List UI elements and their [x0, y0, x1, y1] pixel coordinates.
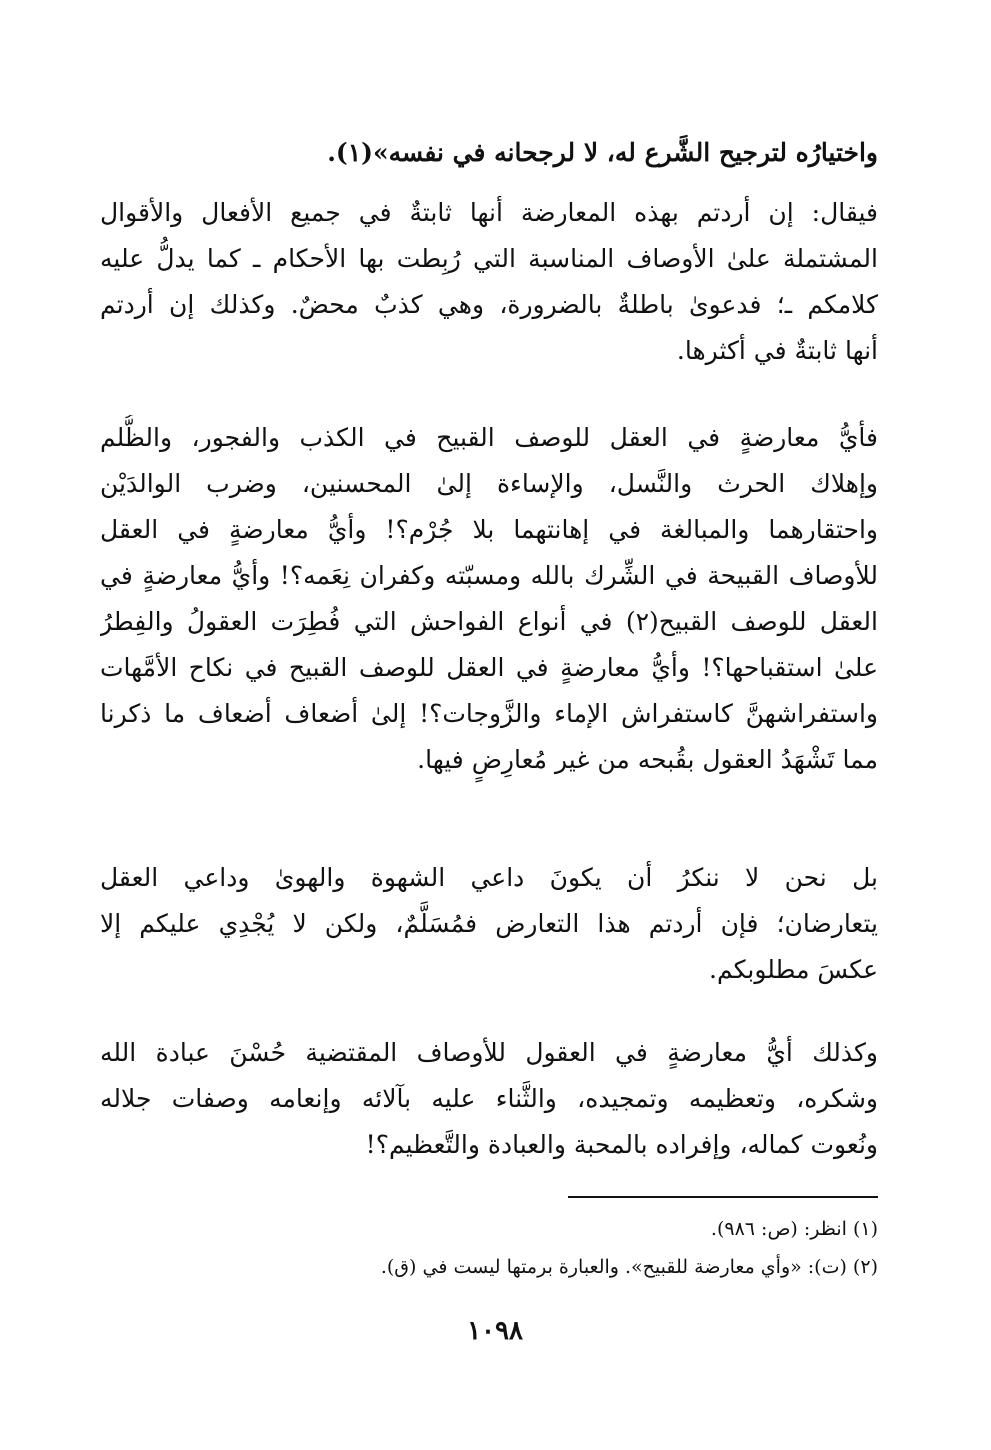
- text-line: علىٰ استقباحها؟! وأيُّ معارضةٍ في العقل للوصف القبيح في نكاح الأمَّهات: [100, 653, 878, 682]
- text-line: العقل للوصف القبيح(٢) في أنواع الفواحش التي فُطِرَت العقولُ والفِطرُ: [100, 607, 878, 636]
- paragraph-quote-end: [100, 130, 878, 176]
- text-line: للأوصاف القبيحة في الشِّرك بالله ومسبّته وكفران نِعَمه؟! وأيُّ معارضةٍ في: [100, 561, 878, 590]
- text-line: كلامكم ـ؛ فدعوىٰ باطلةٌ بالضرورة، وهي كذبٌ محضٌ. وكذلك إن أردتم: [100, 290, 878, 319]
- paragraph-2: [100, 415, 878, 783]
- text-line: وشكره، وتعظيمه وتمجيده، والثَّناء عليه بآلائه وإنعامه وصفات جلاله: [100, 1084, 878, 1113]
- text-line: المشتملة علىٰ الأوصاف المناسبة التي رُبِطت بها الأحكام ـ كما يدلُّ عليه: [100, 244, 878, 273]
- text-line: وكذلك أيُّ معارضةٍ في العقول للأوصاف المقتضية حُسْنَ عبادة الله: [100, 1038, 878, 1067]
- page-number: ١٠٩٨: [467, 1316, 523, 1346]
- text-line: يتعارضان؛ فإن أردتم هذا التعارض فمُسَلَّمٌ، ولكن لا يُجْدِي عليكم إلا: [100, 909, 878, 938]
- text-line: وإهلاك الحرث والنَّسل، والإساءة إلىٰ المحسنين، وضرب الوالدَيْن: [100, 469, 878, 498]
- footnote-separator: [568, 1196, 878, 1198]
- text-line: بل نحن لا ننكرُ أن يكونَ داعي الشهوة والهوىٰ وداعي العقل: [100, 863, 878, 892]
- text-line: عكسَ مطلوبكم.: [709, 955, 878, 984]
- footnotes: [280, 1210, 878, 1286]
- text-line: ونُعوت كماله، وإفراده بالمحبة والعبادة والتَّعظيم؟!: [365, 1130, 878, 1159]
- text-line: أنها ثابتةٌ في أكثرها.: [676, 336, 878, 365]
- footnote-1: (١) انظر: (ص: ٩٨٦).: [710, 1218, 878, 1240]
- paragraph-4: [100, 1030, 878, 1168]
- text-line: فأيُّ معارضةٍ في العقل للوصف القبيح في الكذب والفجور، والظُّلم: [100, 423, 878, 452]
- text-line: مما تَشْهَدُ العقول بقُبحه من غير مُعارِضٍ فيها.: [417, 745, 878, 774]
- paragraph-3: [100, 855, 878, 993]
- paragraph-1: [100, 190, 878, 374]
- text-line: فيقال: إن أردتم بهذه المعارضة أنها ثابتةٌ في جميع الأفعال والأقوال: [100, 198, 878, 227]
- text-line: واحتقارهما والمبالغة في إهانتهما بلا جُرْم؟! وأيُّ معارضةٍ في العقل: [100, 515, 878, 544]
- text-line: واختيارُه لترجيح الشَّرع له، لا لرجحانه في نفسه»(١).: [327, 138, 878, 167]
- footnote-2: (٢) (ت): «وأي معارضة للقبيح». والعبارة برمتها ليست في (ق).: [380, 1256, 878, 1278]
- text-line: واستفراشهنَّ كاستفراش الإماء والزَّوجات؟! إلىٰ أضعاف أضعاف ما ذكرنا: [100, 699, 878, 728]
